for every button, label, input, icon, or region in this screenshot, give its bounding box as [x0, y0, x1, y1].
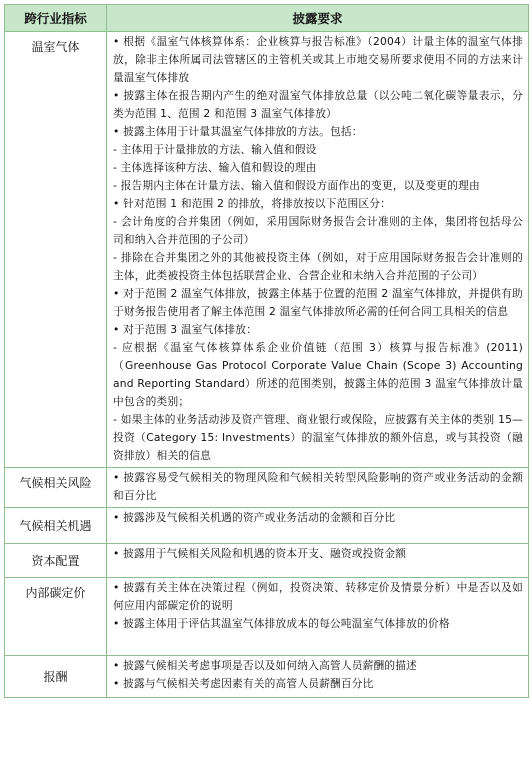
requirement-line: - 报告期内主体在计量方法、输入值和假设方面作出的变更，以及变更的理由 [113, 179, 480, 192]
requirement-line: • 披露主体用于计量其温室气体排放的方法。包括： [113, 125, 363, 138]
row-requirements [107, 544, 529, 578]
requirement-line: - 主体选择该种方法、输入值和假设的理由 [113, 161, 317, 174]
row-category: 资本配置 [5, 544, 107, 578]
requirement-line: • 对于范围 2 温室气体排放，披露主体基于位置的范围 2 温室气体排放，并提供有助于财务报告使用者了解主体范围 2 温室气体排放所必需的任何合同工具相关的信息 [113, 287, 523, 318]
table-row [5, 468, 529, 508]
header-requirement: 披露要求 [107, 5, 529, 32]
table-row [5, 32, 529, 468]
requirement-line: - 主体用于计量排放的方法、输入值和假设 [113, 143, 317, 156]
row-category: 气候相关风险 [5, 468, 107, 508]
requirement-line: • 披露主体在报告期内产生的绝对温室气体排放总量（以公吨二氧化碳等量表示，分类为范围 1、范围 2 和范围 3 温室气体排放） [113, 89, 523, 120]
requirement-line: • 针对范围 1 和范围 2 的排放，将排放按以下范围区分： [113, 197, 392, 210]
requirement-line: - 会计角度的合并集团（例如，采用国际财务报告会计准则的主体，集团将包括母公司和纳入合并范围的子公司） [113, 215, 523, 246]
requirement-line: • 披露主体用于评估其温室气体排放成本的每公吨温室气体排放的价格 [113, 617, 450, 630]
row-requirements [107, 32, 529, 468]
requirement-line: - 如果主体的业务活动涉及资产管理、商业银行或保险，应披露有关主体的类别 15—投资（Category 15: Investments）的温室气体排放的额外信息，或与其投资（融资排放）相关的信息 [113, 413, 523, 462]
disclosure-table [4, 4, 529, 698]
row-requirements [107, 468, 529, 508]
row-category: 报酬 [5, 656, 107, 698]
disclosure-table-page [4, 4, 528, 698]
requirement-line: • 披露涉及气候相关机遇的资产或业务活动的金额和百分比 [113, 511, 396, 524]
row-requirements [107, 578, 529, 656]
requirement-line: • 根据《温室气体核算体系：企业核算与报告标准》（2004）计量主体的温室气体排放，除非主体所属司法管辖区的主管机关或其上市地交易所要求使用不同的方法来计量温室气体排放 [113, 35, 523, 84]
header-indicator: 跨行业指标 [5, 5, 107, 32]
requirement-line: - 应根据《温室气体核算体系企业价值链（范围 3）核算与报告标准》(2011)（Greenhouse Gas Protocol Corporate Value Chain (Scope 3) Accounting and Reporting Standard）所述的范围类别，披露主体的范围 3 温室气体排放计量中包含的类别； [113, 341, 523, 408]
requirement-line: • 披露容易受气候相关的物理风险和气候相关转型风险影响的资产或业务活动的金额和百分比 [113, 471, 523, 502]
table-row [5, 544, 529, 578]
row-requirements [107, 656, 529, 698]
requirement-line: • 披露用于气候相关风险和机遇的资本开支、融资或投资金额 [113, 547, 407, 560]
requirement-line: • 披露气候相关考虑事项是否以及如何纳入高管人员薪酬的描述 [113, 659, 418, 672]
requirement-line: • 披露与气候相关考虑因素有关的高管人员薪酬百分比 [113, 677, 374, 690]
row-category: 内部碳定价 [5, 578, 107, 656]
table-row [5, 578, 529, 656]
table-row [5, 656, 529, 698]
requirement-line: • 对于范围 3 温室气体排放： [113, 323, 258, 336]
requirement-line: - 排除在合并集团之外的其他被投资主体（例如，对于应用国际财务报告会计准则的主体，此类被投资主体包括联营企业、合营企业和未纳入合并范围的子公司） [113, 251, 523, 282]
table-header-row [5, 5, 529, 32]
requirement-line: • 披露有关主体在决策过程（例如，投资决策、转移定价及情景分析）中是否以及如何应用内部碳定价的说明 [113, 581, 523, 612]
row-category: 气候相关机遇 [5, 508, 107, 544]
row-category: 温室气体 [5, 32, 107, 468]
table-row [5, 508, 529, 544]
row-requirements [107, 508, 529, 544]
